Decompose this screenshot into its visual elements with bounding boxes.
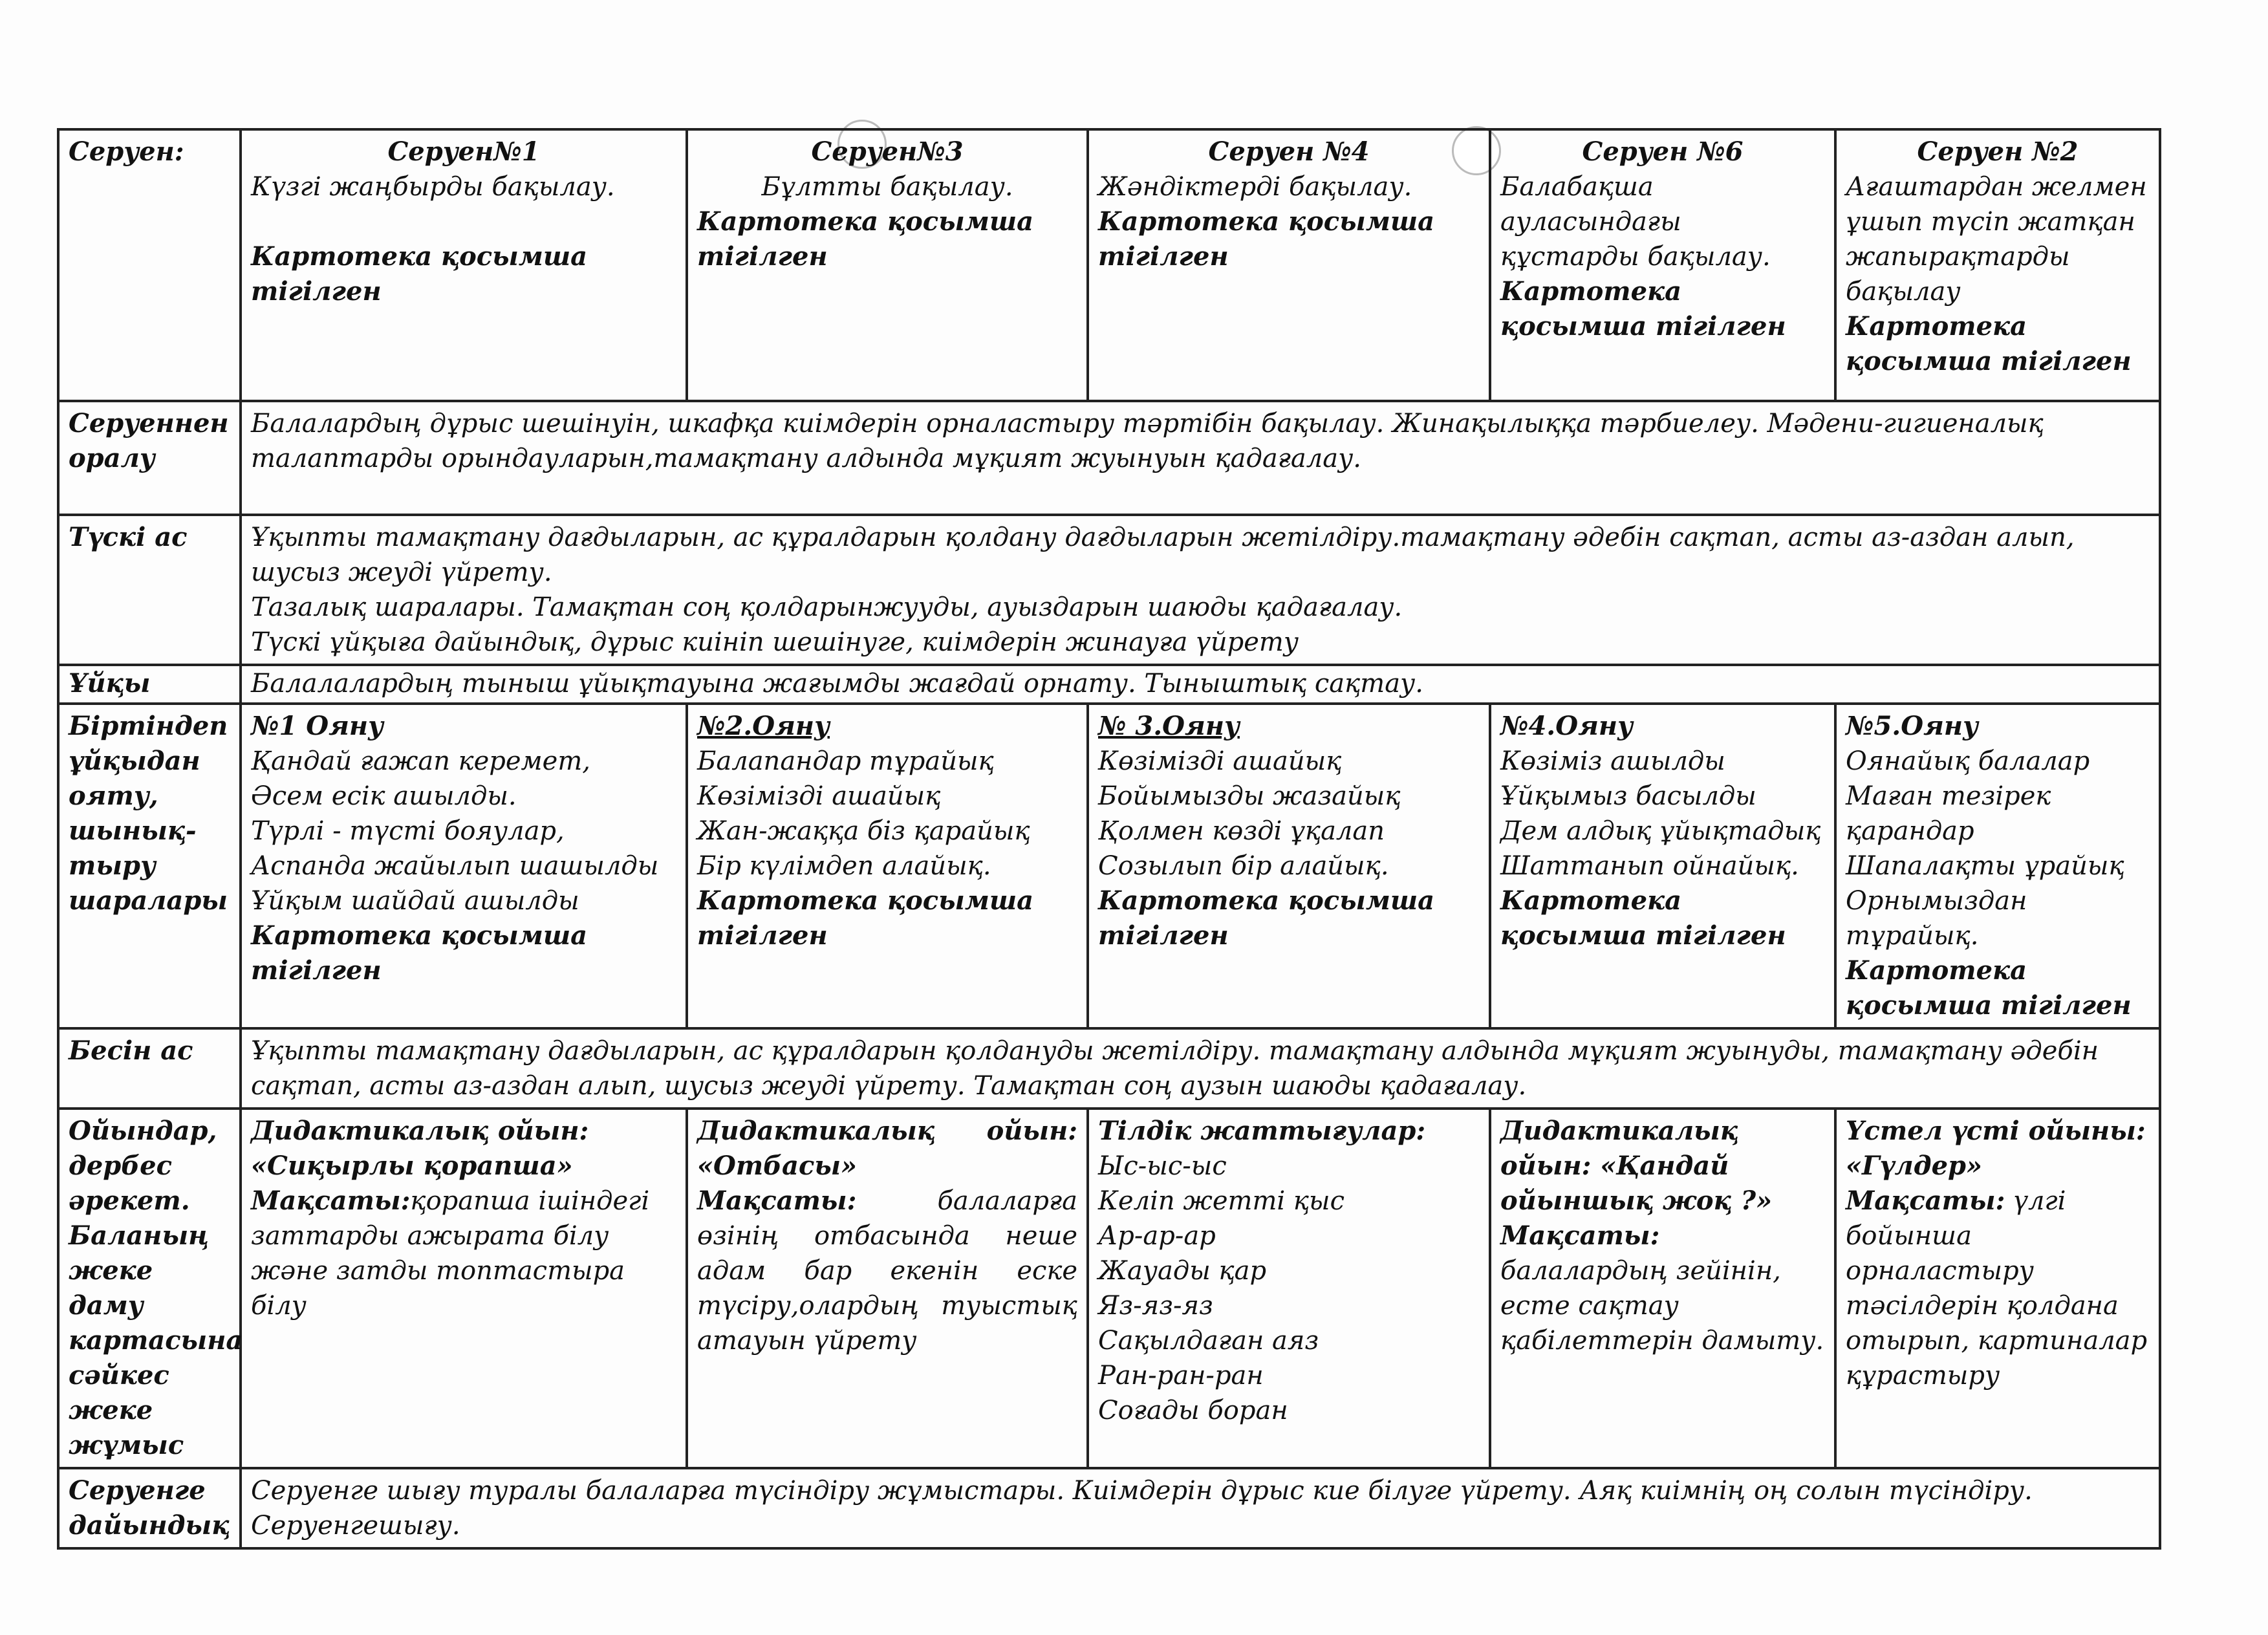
wake-line: Ұйқым шайдай ашылды — [251, 886, 579, 916]
lunch-cell — [241, 515, 2160, 665]
walk-title: Серуен№1 — [387, 136, 540, 167]
wake-title: №5.Ояну — [1846, 711, 1978, 741]
lunch-line: Ұқыпты тамақтану дағдыларын, ас құралдарын қолдану дағдыларын жетілдіру.тамақтану әдебін сақтап, асты аз-аздан алып, шусыз жеуді үйрету. — [251, 523, 2075, 587]
wake-note: Картотека қосымша тігілген — [1500, 885, 1786, 951]
walk-text: Ағаштардан желмен ұшып түсіп жатқан жапырақтарды бақылау — [1846, 172, 2147, 307]
tongue-twister-line: Ар-ар-ар — [1098, 1221, 1216, 1251]
snack-row — [58, 1028, 2160, 1109]
row-header-games: Ойындар, дербес әрекет. Баланың жеке даму картасына сәйкес жеке жұмыс — [58, 1109, 241, 1468]
wake-line: Шапалақты ұрайық — [1846, 851, 2124, 881]
goal-label: Мақсаты: — [1500, 1220, 1660, 1251]
wake-line: Қандай ғажап керемет, — [251, 746, 590, 776]
wake-row — [58, 704, 2160, 1028]
wake-line: Дем алдық ұйықтадық — [1500, 816, 1821, 846]
walk-text: Күзгі жаңбырды бақылау. — [251, 172, 615, 202]
tongue-twister-line: Соғады боран — [1098, 1396, 1288, 1425]
walk-title: Серуен №4 — [1208, 136, 1370, 167]
wake-note: Картотека қосымша тігілген — [1098, 885, 1435, 951]
wake-line: Орнымыздан тұрайық. — [1846, 886, 2027, 951]
wake-title: № 3.Ояну — [1098, 711, 1240, 741]
wake-line: Қолмен көзді ұқалап — [1098, 816, 1385, 846]
lunch-row — [58, 515, 2160, 665]
walk-cell-3 — [1088, 129, 1490, 401]
walk-note: Картотека қосымша тігілген — [697, 206, 1034, 272]
game-title: Тілдік жаттығулар: — [1098, 1116, 1426, 1146]
snack-text: Ұқыпты тамақтану дағдыларын, ас құралдарын қолдануды жетілдіру. тамақтану алдында мұқият жуынуды, тамақтану әдебін сақтап, асты аз-аздан алып, шусыз жеуді үйрету. Тамақтан соң аузын шаюды қадағалау. — [241, 1028, 2160, 1109]
walk-row — [58, 129, 2160, 401]
walk-title: Серуен №6 — [1582, 136, 1744, 167]
games-cell-2 — [687, 1109, 1088, 1468]
row-header-sleep: Ұйқы — [58, 665, 241, 704]
sleep-row — [58, 665, 2160, 704]
row-header-prep: Серуенге дайындық — [58, 1468, 241, 1548]
games-cell-4 — [1490, 1109, 1835, 1468]
walk-title: Серуен №2 — [1917, 136, 2079, 167]
goal-text: қорапша ішіндегі заттарды ажырата білу және затды топтастыра білу — [251, 1186, 650, 1321]
tongue-twister-line: Ыс-ыс-ыс — [1098, 1151, 1227, 1181]
wake-line: Бір күлімдеп алайық. — [697, 851, 991, 881]
goal-label: Мақсаты: — [697, 1186, 857, 1216]
wake-title: №2.Ояну — [697, 711, 830, 741]
walk-cell-1 — [241, 129, 687, 401]
wake-line: Көзімізді ашайық — [1098, 746, 1342, 776]
game-title: Дидактикалық ойын: «Отбасы» — [697, 1116, 1077, 1181]
wake-note: Картотека қосымша тігілген — [251, 920, 588, 986]
row-header-walk: Серуен: — [58, 129, 241, 401]
row-header-snack: Бесін ас — [58, 1028, 241, 1109]
tongue-twister-line: Ран-ран-ран — [1098, 1361, 1264, 1391]
wake-cell-3 — [1088, 704, 1490, 1028]
wake-line: Бойымызды жазайық — [1098, 781, 1401, 811]
wake-note: Картотека қосымша тігілген — [697, 885, 1034, 951]
goal-label: Мақсаты: — [1846, 1186, 2005, 1216]
game-title: Үстел үсті ойыны: «Гүлдер» — [1846, 1116, 2146, 1181]
walk-cell-4 — [1490, 129, 1835, 401]
walk-note: Картотека қосымша тігілген — [1846, 311, 2132, 376]
return-row — [58, 401, 2160, 515]
tongue-twister-line: Яз-яз-яз — [1098, 1291, 1213, 1321]
tongue-twister-line: Жауады қар — [1098, 1256, 1267, 1286]
walk-cell-2 — [687, 129, 1088, 401]
goal-text: үлгі бойынша орналастыру тәсілдерін қолдана отырып, картиналар құрастыру — [1846, 1186, 2148, 1391]
games-row — [58, 1109, 2160, 1468]
wake-line: Әсем есік ашылды. — [251, 781, 517, 811]
wake-cell-2 — [687, 704, 1088, 1028]
walk-text: Балабақша ауласындағы құстарды бақылау. — [1500, 172, 1771, 272]
wake-line: Шаттанып ойнайық. — [1500, 851, 1799, 881]
walk-title: Серуен№3 — [811, 136, 964, 167]
lunch-line: Тазалық шаралары. Тамақтан соң қолдарынжууды, ауыздарын шаюды қадағалау. — [251, 592, 1403, 622]
wake-line: Оянайық балалар — [1846, 746, 2090, 776]
row-header-wake: Біртіндеп ұйқыдан ояту, шынық-тыру шаралары — [58, 704, 241, 1028]
wake-title: №1 Ояну — [251, 711, 383, 741]
daily-plan-table — [57, 128, 2161, 1550]
games-cell-3 — [1088, 1109, 1490, 1468]
walk-text: Бұлтты бақылау. — [761, 172, 1013, 202]
walk-note: Картотека қосымша тігілген — [1098, 206, 1435, 272]
wake-line: Ұйқымыз басылды — [1500, 781, 1756, 811]
tongue-twister-line: Сақылдаған аяз — [1098, 1326, 1319, 1356]
tongue-twister-line: Келіп жетті қыс — [1098, 1186, 1345, 1216]
return-text: Балалардың дұрыс шешінуін, шкафқа киімдерін орналастыру тәртібін бақылау. Жинақылыққа тәрбиелеу. Мәдени-гигиеналық талаптарды орындауларын,тамақтану алдында мұқият жуынуын қадағалау. — [241, 401, 2160, 515]
wake-line: Балапандар тұрайық — [697, 746, 994, 776]
walk-cell-5 — [1835, 129, 2160, 401]
wake-line: Көзімізді ашайық — [697, 781, 941, 811]
wake-line: Созылып бір алайық. — [1098, 851, 1389, 881]
game-title: Дидактикалық ойын: «Қандай ойыншық жоқ ?» — [1500, 1116, 1773, 1216]
row-header-return: Серуеннен оралу — [58, 401, 241, 515]
wake-cell-1 — [241, 704, 687, 1028]
sleep-text: Балалалардың тыныш ұйықтауына жағымды жағдай орнату. Тыныштық сақтау. — [241, 665, 2160, 704]
wake-title: №4.Ояну — [1500, 711, 1633, 741]
prep-text: Серуенге шығу туралы балаларға түсіндіру жұмыстары. Киімдерін дұрыс кие білуге үйрету. Аяқ киімнің оң солын түсіндіру. Серуенгешығу. — [241, 1468, 2160, 1548]
goal-label: Мақсаты: — [251, 1186, 411, 1216]
walk-note: Картотека қосымша тігілген — [251, 241, 588, 307]
wake-note: Картотека қосымша тігілген — [1846, 955, 2132, 1021]
lunch-line: Түскі ұйқыға дайындық, дұрыс киініп шешінуге, киімдерін жинауға үйрету — [251, 627, 1299, 657]
row-header-lunch: Түскі ас — [58, 515, 241, 665]
prep-row — [58, 1468, 2160, 1548]
games-cell-1 — [241, 1109, 687, 1468]
goal-text: балаларға өзінің отбасында неше адам бар екенін еске түсіру,олардың туыстық атауын үйрету — [697, 1186, 1077, 1356]
games-cell-5 — [1835, 1109, 2160, 1468]
wake-line: Көзіміз ашылды — [1500, 746, 1725, 776]
wake-line: Маған тезірек қарандар — [1846, 781, 2051, 846]
wake-line: Түрлі - түсті бояулар, — [251, 816, 565, 846]
wake-cell-5 — [1835, 704, 2160, 1028]
wake-line: Жан-жаққа біз қарайық — [697, 816, 1030, 846]
wake-cell-4 — [1490, 704, 1835, 1028]
game-title: Дидактикалық ойын: «Сиқырлы қорапша» — [251, 1116, 589, 1181]
walk-note: Картотека қосымша тігілген — [1500, 276, 1786, 341]
wake-line: Аспанда жайылып шашылды — [251, 851, 659, 881]
walk-text: Жәндіктерді бақылау. — [1098, 172, 1412, 202]
goal-text: балалардың зейінін, есте сақтау қабілеттерін дамыту. — [1500, 1256, 1824, 1356]
